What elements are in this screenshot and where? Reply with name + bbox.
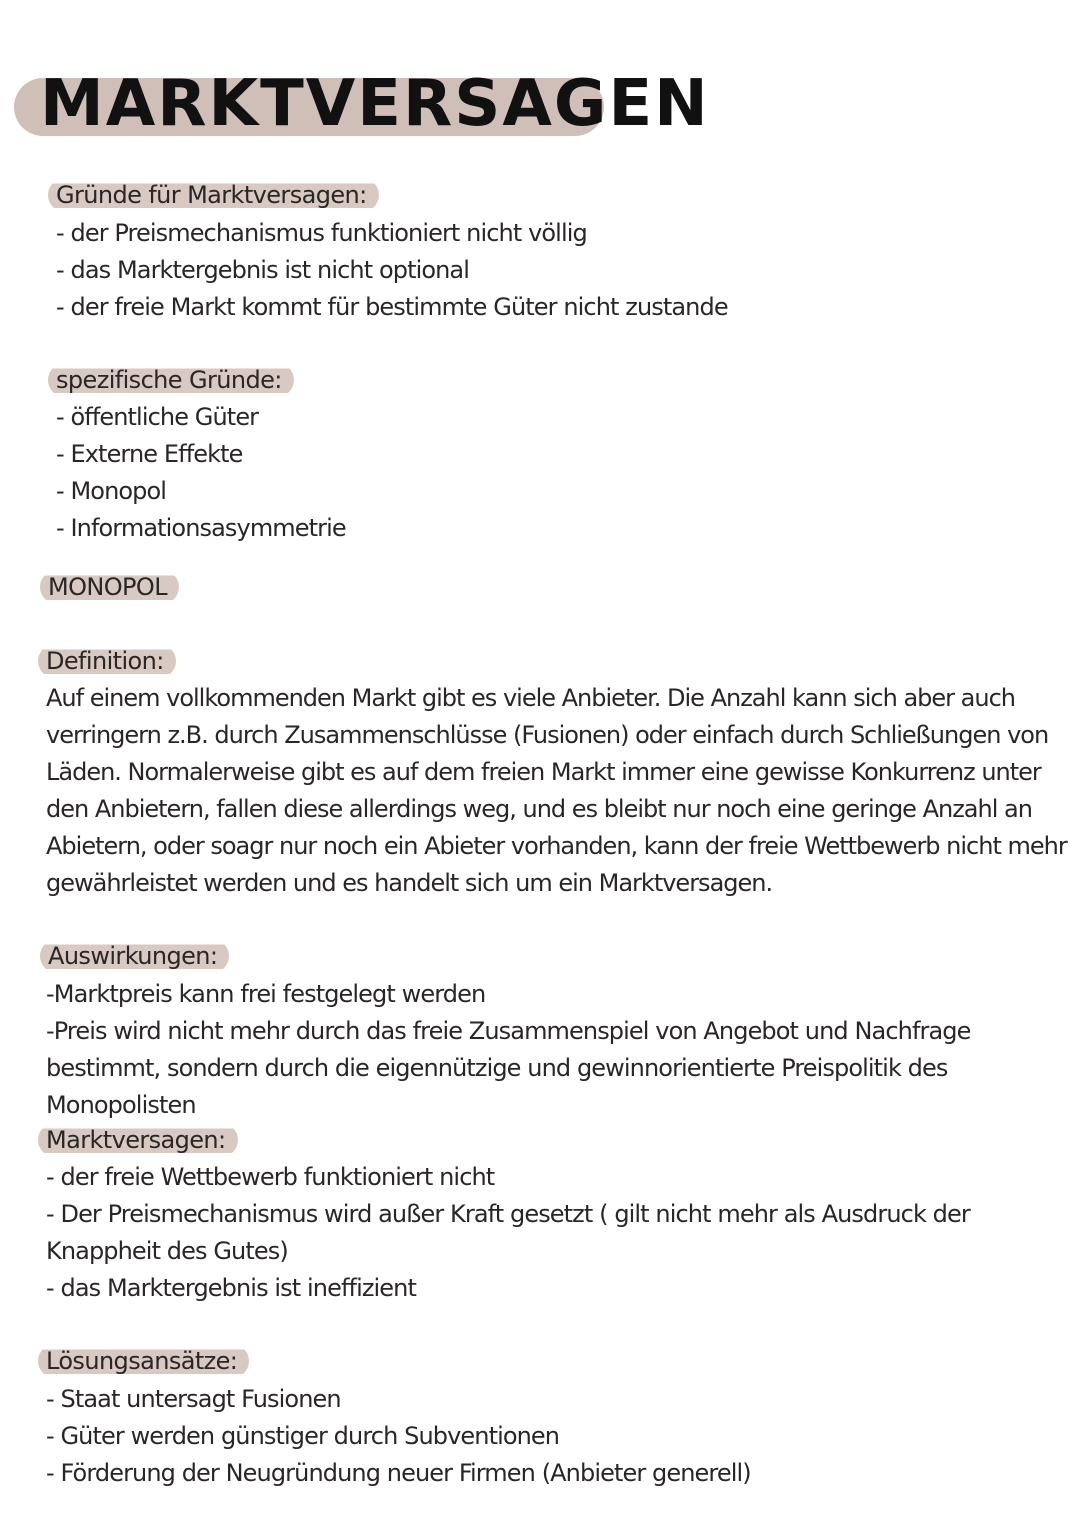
heading-definition: Definition: [38,644,176,678]
heading-gruende: Gründe für Marktversagen: [48,178,379,212]
heading-loesungsansaetze: Lösungsansätze: [38,1344,249,1378]
title-block [14,62,710,146]
list-item: - Informationsasymmetrie [56,514,346,542]
list-item: - Der Preismechanismus wird außer Kraft gesetzt ( gilt nicht mehr als Ausdruck der Knappheit des Gutes) [46,1200,970,1265]
list-gruende [56,215,1056,326]
heading-monopol: MONOPOL [40,570,179,604]
list-item: - Güter werden günstiger durch Subventionen [46,1422,560,1450]
list-item: - Förderung der Neugründung neuer Firmen (Anbieter generell) [46,1459,751,1487]
list-item: - das Marktergebnis ist nicht optional [56,256,470,284]
list-item: - der freie Wettbewerb funktioniert nicht [46,1163,495,1191]
list-item: - der Preismechanismus funktioniert nicht völlig [56,219,587,247]
list-item: -Marktpreis kann frei festgelegt werden [46,980,486,1008]
list-item: - Externe Effekte [56,440,243,468]
page-title: MARKTVERSAGEN [40,67,710,141]
list-item: - Monopol [56,477,167,505]
list-item: - das Marktergebnis ist ineffizient [46,1274,416,1302]
list-item: - der freie Markt kommt für bestimmte Güter nicht zustande [56,293,728,321]
list-item: -Preis wird nicht mehr durch das freie Zusammenspiel von Angebot und Nachfrage bestimmt, sondern durch die eigennützige und gewinnorientierte Preispolitik des Monopolisten [46,1017,971,1119]
heading-marktversagen: Marktversagen: [38,1123,238,1157]
list-spezifische-gruende [56,399,1056,547]
list-auswirkungen [46,976,1066,1124]
list-item: - Staat untersagt Fusionen [46,1385,341,1413]
heading-auswirkungen: Auswirkungen: [40,939,229,973]
list-loesungsansaetze [46,1381,1046,1492]
list-item: - öffentliche Güter [56,403,259,431]
definition-text: Auf einem vollkommenden Markt gibt es viele Anbieter. Die Anzahl kann sich aber auch verringern z.B. durch Zusammenschlüsse (Fusionen) oder einfach durch Schließungen von Läden. Normalerweise gibt es auf dem freien Markt immer eine gewisse Konkurrenz unter den Anbietern, fallen diese allerdings weg, und es bleibt nur noch eine geringe Anzahl an Abietern, oder soagr nur noch ein Abieter vorhanden, kann der freie Wettbewerb nicht mehr gewährleistet werden und es handelt sich um ein Marktversagen. [46,684,1067,897]
heading-spezifische-gruende: spezifische Gründe: [48,363,294,397]
list-marktversagen [46,1159,1074,1307]
